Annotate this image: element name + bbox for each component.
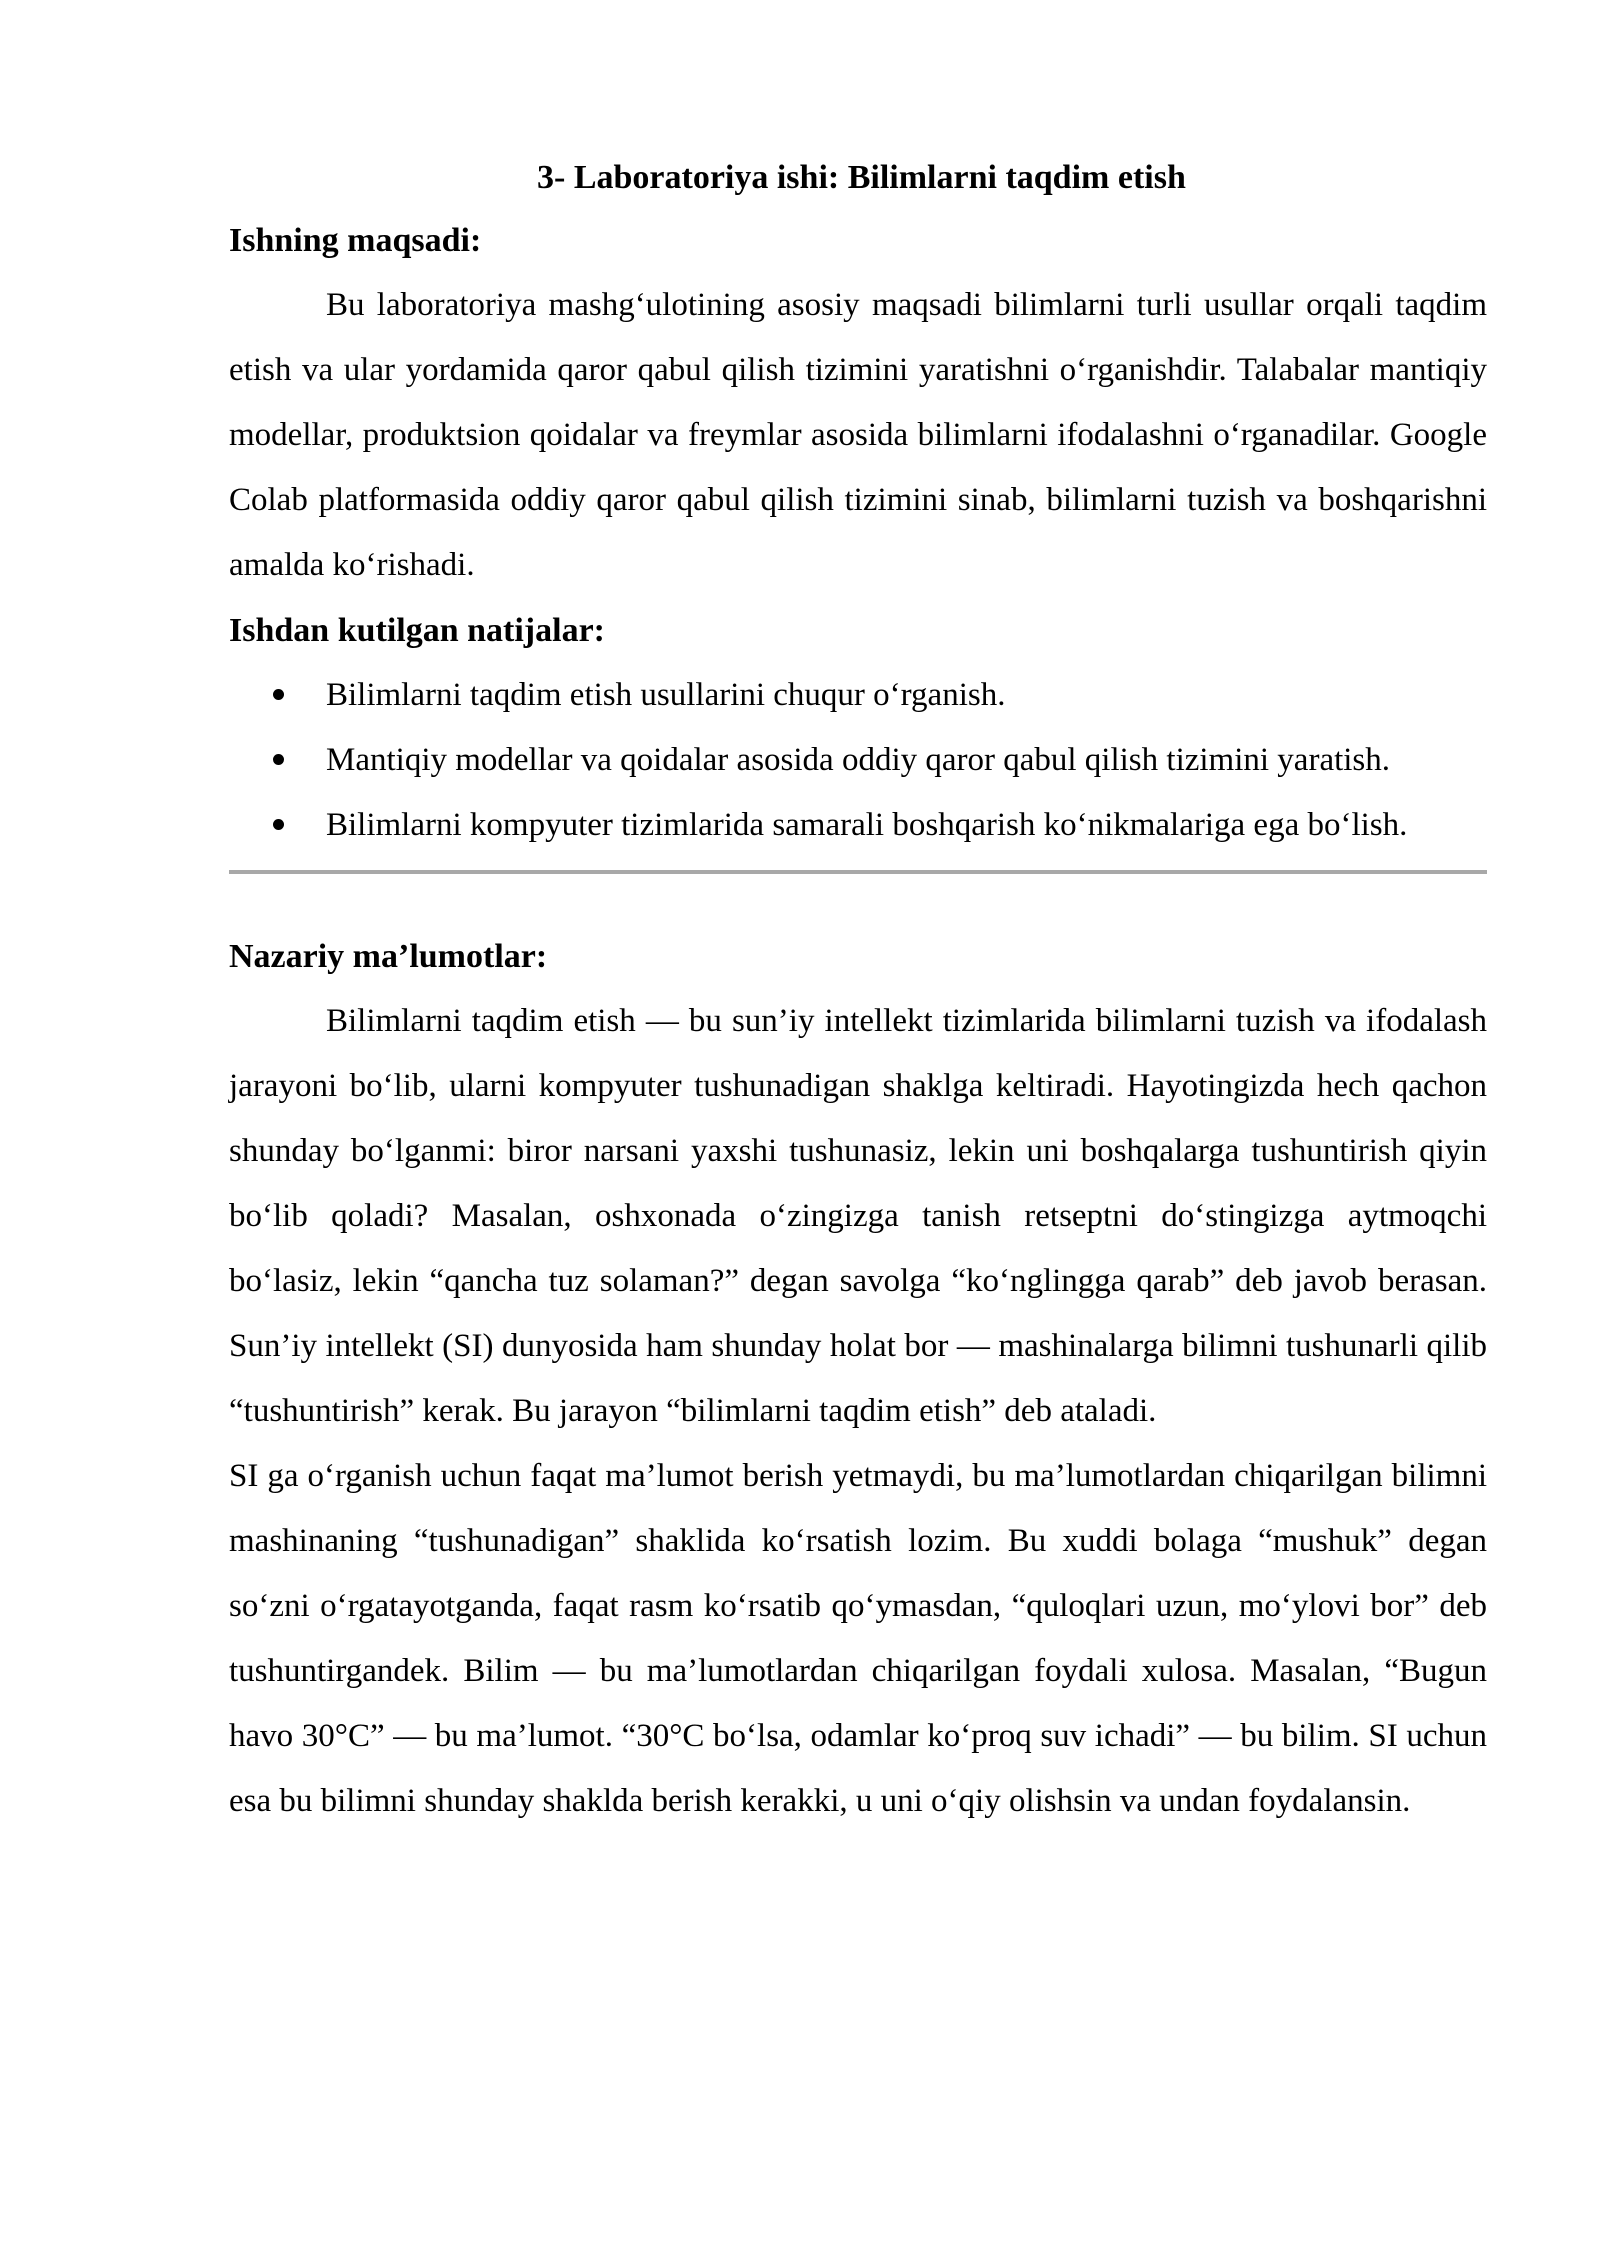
theory-paragraph-1: Bilimlarni taqdim etish — bu sun’iy intellekt tizimlarida bilimlarni tuzish va ifodalash jarayoni bo‘lib, ularni kompyuter tushunadigan shaklga keltiradi. Hayotingizda hech qachon shunday bo‘lganmi: biror narsani yaxshi tushunasiz, lekin uni boshqalarga tushuntirish qiyin bo‘lib qoladi? Masalan, oshxonada o‘zingizga tanish retseptni do‘stingizga aytmoqchi bo‘lasiz, lekin “qancha tuz solaman?” degan savolga “ko‘nglingga qarab” deb javob berasan. Sun’iy intellekt (SI) dunyosida ham shunday holat bor — mashinalarga bilimni tushunarli qilib “tushuntirish” kerak. Bu jarayon “bilimlarni taqdim etish” deb ataladi. xyxy=(229,1003,1487,1429)
page-title: 3- Laboratoriya ishi: Bilimlarni taqdim etish xyxy=(537,159,1186,196)
results-heading: Ishdan kutilgan natijalar: xyxy=(229,612,605,649)
theory-heading: Nazariy ma’lumotlar: xyxy=(229,938,548,975)
goal-heading: Ishning maqsadi: xyxy=(229,222,482,259)
list-item xyxy=(229,663,1487,728)
bullet-icon xyxy=(273,689,284,700)
bullet-icon xyxy=(273,819,284,830)
list-item xyxy=(229,728,1487,793)
theory-paragraph-2: SI ga o‘rganish uchun faqat ma’lumot berish yetmaydi, bu ma’lumotlardan chiqarilgan bilimni mashinaning “tushunadigan” shaklida ko‘rsatish lozim. Bu xuddi bolaga “mushuk” degan so‘zni o‘rgatayotganda, faqat rasm ko‘rsatib qo‘ymasdan, “quloqlari uzun, mo‘ylovi bor” deb tushuntirgandek. Bilim — bu ma’lumotlardan chiqarilgan foydali xulosa. Masalan, “Bugun havo 30°C” — bu ma’lumot. “30°C bo‘lsa, odamlar ko‘proq suv ichadi” — bu bilim. SI uchun esa bu bilimni shunday shaklda berish kerakki, u uni o‘qiy olishsin va undan foydalansin. xyxy=(229,1458,1487,1819)
goal-paragraph: Bu laboratoriya mashg‘ulotining asosiy maqsadi bilimlarni turli usullar orqali taqdim etish va ular yordamida qaror qabul qilish tizimini yaratishni o‘rganishdir. Talabalar mantiqiy modellar, produktsion qoidalar va freymlar asosida bilimlarni ifodalashni o‘rganadilar. Google Colab platformasida oddiy qaror qabul qilish tizimini sinab, bilimlarni tuzish va boshqarishni amalda ko‘rishadi. xyxy=(229,287,1487,583)
list-item xyxy=(229,793,1487,858)
bullet-icon xyxy=(273,754,284,765)
list-item-text: Bilimlarni taqdim etish usullarini chuqur o‘rganish. xyxy=(326,677,1006,713)
list-item-text: Mantiqiy modellar va qoidalar asosida oddiy qaror qabul qilish tizimini yaratish. xyxy=(326,742,1391,778)
list-item-text: Bilimlarni kompyuter tizimlarida samarali boshqarish ko‘nikmalariga ega bo‘lish. xyxy=(326,807,1408,843)
results-list xyxy=(229,663,1487,858)
document-page xyxy=(229,148,1487,1834)
section-spacer xyxy=(229,874,1487,924)
